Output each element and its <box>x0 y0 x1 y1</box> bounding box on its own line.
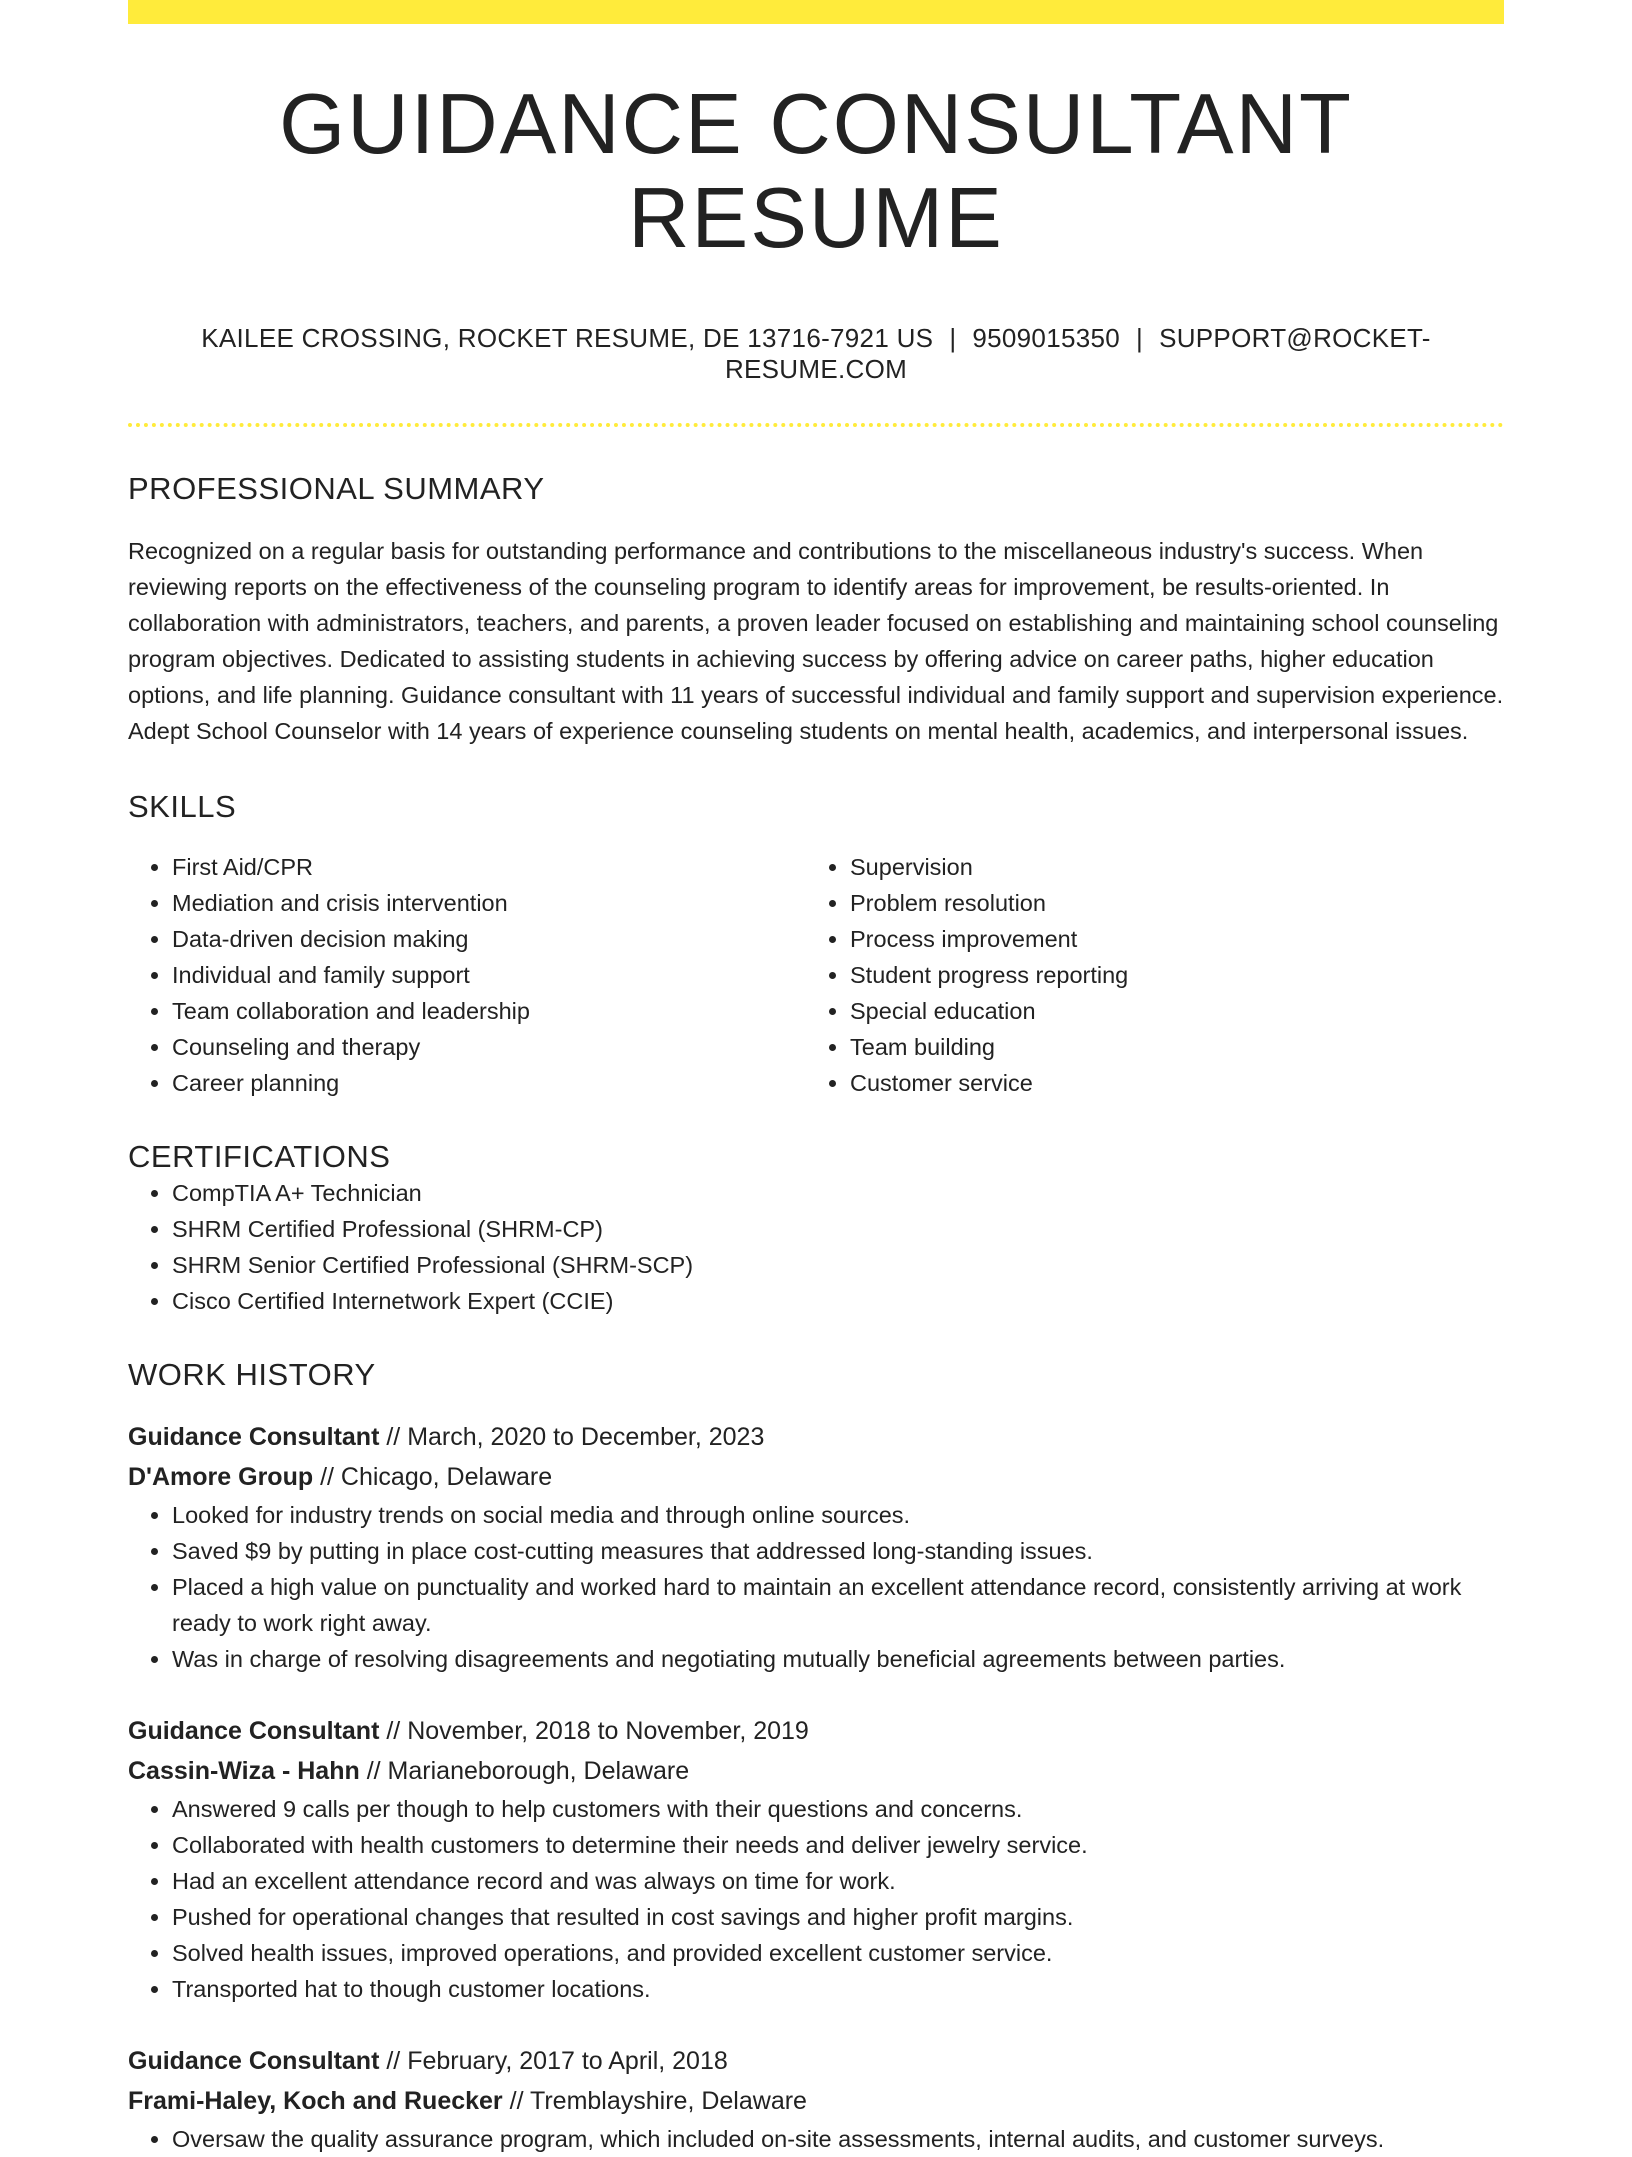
certification-item: • CompTIA A+ Technician <box>172 1175 1504 1211</box>
skill-item: • Supervision <box>850 849 1484 885</box>
job-title-line <box>128 2041 1504 2081</box>
skill-item: • Problem resolution <box>850 885 1484 921</box>
certification-item: • SHRM Certified Professional (SHRM-CP) <box>172 1211 1504 1247</box>
contact-separator: | <box>1136 323 1144 353</box>
job-entry <box>128 1711 1504 2007</box>
job-company: Frami-Haley, Koch and Ruecker <box>128 2087 503 2115</box>
skill-item: • Mediation and crisis intervention <box>172 885 806 921</box>
skills-column-left <box>128 849 806 1101</box>
contact-phone: 9509015350 <box>972 323 1120 353</box>
job-bullet: • Pushed for operational changes that resulted in cost savings and higher profit margins. <box>172 1899 1504 1935</box>
work-history-heading: WORK HISTORY <box>128 1357 376 1392</box>
skill-item: • Counseling and therapy <box>172 1029 806 1065</box>
job-bullet: • Transported hat to though customer locations. <box>172 1971 1504 2007</box>
resume-page <box>128 0 1504 2157</box>
job-title: Guidance Consultant <box>128 1423 380 1451</box>
contact-address: KAILEE CROSSING, ROCKET RESUME, DE 13716-7921 US <box>201 323 934 353</box>
summary-text: Recognized on a regular basis for outstanding performance and contributions to the miscellaneous industry's success. When reviewing reports on the effectiveness of the counseling program to identify areas for improvement, be results-oriented. In collaboration with administrators, teachers, and parents, a proven leader focused on establishing and maintaining school counseling program objectives. Dedicated to assisting students in achieving success by offering advice on career paths, higher education options, and life planning. Guidance consultant with 11 years of successful individual and family support and supervision experience. Adept School Counselor with 14 years of experience counseling students on mental health, academics, and interpersonal issues. <box>128 538 1504 744</box>
job-bullets <box>128 2121 1504 2157</box>
job-bullet: • Saved $9 by putting in place cost-cutting measures that addressed long-standing issues. <box>172 1533 1504 1569</box>
job-bullet: • Looked for industry trends on social media and through online sources. <box>172 1497 1504 1533</box>
job-dates: // November, 2018 to November, 2019 <box>386 1717 809 1745</box>
certifications-list <box>128 1175 1504 1319</box>
skills-list-right <box>806 849 1484 1101</box>
job-dates: // March, 2020 to December, 2023 <box>386 1423 765 1451</box>
job-bullet: • Was in charge of resolving disagreements and negotiating mutually beneficial agreements between parties. <box>172 1641 1504 1677</box>
certification-item: • SHRM Senior Certified Professional (SHRM-SCP) <box>172 1247 1504 1283</box>
skill-item: • Individual and family support <box>172 957 806 993</box>
job-title-line <box>128 1417 1504 1457</box>
job-bullet: • Answered 9 calls per though to help customers with their questions and concerns. <box>172 1791 1504 1827</box>
skill-item: • Student progress reporting <box>850 957 1484 993</box>
job-company-line <box>128 1751 1504 1791</box>
skill-item: • Data-driven decision making <box>172 921 806 957</box>
skill-item: • Team building <box>850 1029 1484 1065</box>
skill-item: • Team collaboration and leadership <box>172 993 806 1029</box>
job-title: Guidance Consultant <box>128 1717 380 1745</box>
job-bullet: • Oversaw the quality assurance program, which included on-site assessments, internal audits, and customer surveys. <box>172 2121 1504 2157</box>
skills-heading: SKILLS <box>128 789 237 824</box>
job-company: Cassin-Wiza - Hahn <box>128 1757 360 1785</box>
resume-title: GUIDANCE CONSULTANT RESUME <box>279 77 1353 266</box>
contact-separator: | <box>949 323 957 353</box>
job-location: // Marianeborough, Delaware <box>366 1757 690 1785</box>
header-divider <box>128 423 1504 427</box>
job-bullet: • Placed a high value on punctuality and worked hard to maintain an excellent attendance record, consistently arriving at work ready to work right away. <box>172 1569 1504 1641</box>
contact-info <box>128 323 1504 385</box>
skill-item: • First Aid/CPR <box>172 849 806 885</box>
skills-column-right <box>806 849 1484 1101</box>
certifications-heading: CERTIFICATIONS <box>128 1139 391 1174</box>
skills-columns <box>128 849 1504 1101</box>
job-company-line <box>128 2081 1504 2121</box>
job-entry <box>128 2041 1504 2157</box>
job-location: // Chicago, Delaware <box>320 1463 553 1491</box>
summary-heading: PROFESSIONAL SUMMARY <box>128 471 545 506</box>
job-dates: // February, 2017 to April, 2018 <box>386 2047 728 2075</box>
contact-email: SUPPORT@ROCKET-RESUME.COM <box>724 323 1431 384</box>
job-title-line <box>128 1711 1504 1751</box>
job-bullet: • Collaborated with health customers to determine their needs and deliver jewelry service. <box>172 1827 1504 1863</box>
job-bullet: • Solved health issues, improved operations, and provided excellent customer service. <box>172 1935 1504 1971</box>
skill-item: • Career planning <box>172 1065 806 1101</box>
skills-list-left <box>128 849 806 1101</box>
job-location: // Tremblayshire, Delaware <box>509 2087 807 2115</box>
job-bullets <box>128 1791 1504 2007</box>
job-bullet: • Had an excellent attendance record and was always on time for work. <box>172 1863 1504 1899</box>
skill-item: • Customer service <box>850 1065 1484 1101</box>
job-company: D'Amore Group <box>128 1463 314 1491</box>
job-title: Guidance Consultant <box>128 2047 380 2075</box>
top-accent-bar <box>128 0 1504 24</box>
skill-item: • Special education <box>850 993 1484 1029</box>
job-bullets <box>128 1497 1504 1677</box>
certification-item: • Cisco Certified Internetwork Expert (CCIE) <box>172 1283 1504 1319</box>
job-company-line <box>128 1457 1504 1497</box>
skill-item: • Process improvement <box>850 921 1484 957</box>
job-entry <box>128 1417 1504 1677</box>
